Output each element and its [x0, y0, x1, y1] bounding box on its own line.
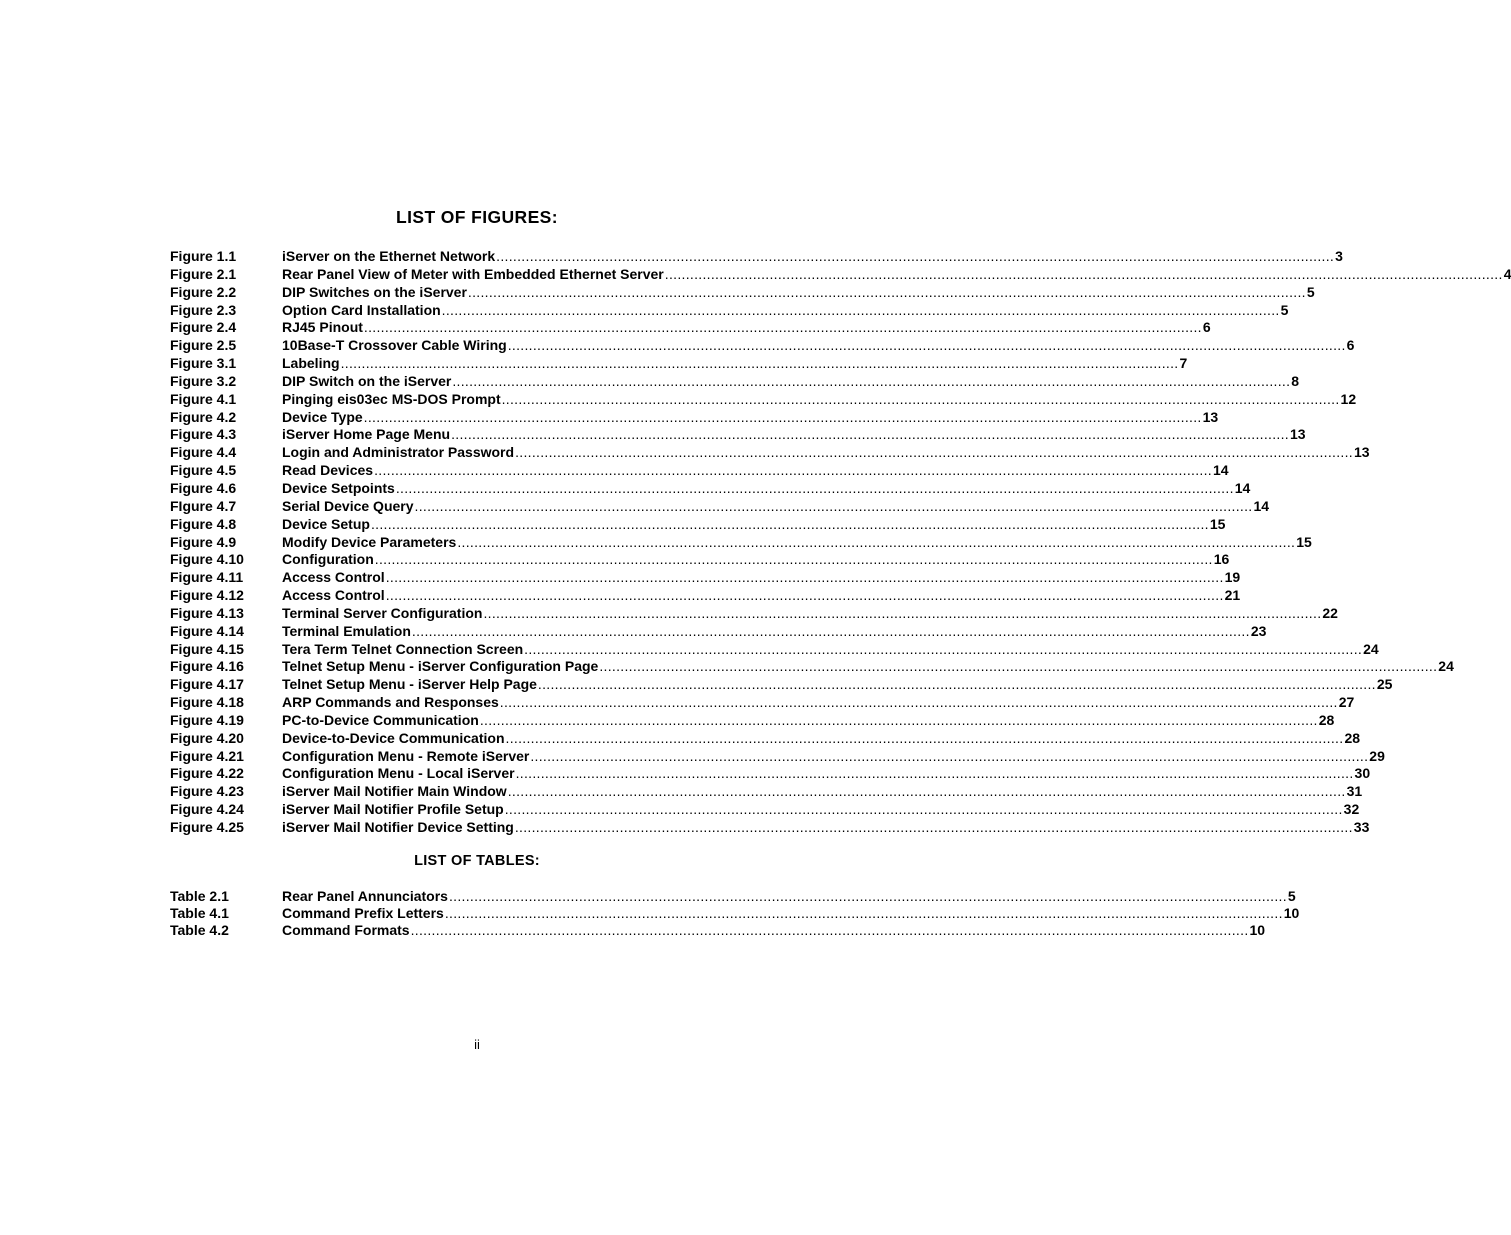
figure-entry-page-number: 5	[1306, 283, 1315, 300]
figure-entry-page-number: 21	[1224, 587, 1241, 604]
figure-entry-label: Figure 4.14	[170, 622, 244, 639]
figure-entry	[170, 372, 1300, 391]
dot-leader: ........................................................................................................................................................................................................	[340, 355, 1179, 372]
figure-entry-label: FIgure 4.7	[170, 497, 237, 514]
table-entry-label: Table 4.1	[170, 905, 229, 921]
figure-entry-label: Figure 4.19	[170, 711, 244, 728]
figure-entry-page-number: 13	[1290, 426, 1306, 443]
dot-leader: ........................................................................................................................................................................................................	[363, 408, 1202, 425]
page-number: ii	[474, 1037, 480, 1052]
dot-leader: ........................................................................................................................................................................................................	[537, 676, 1376, 693]
figure-entry-title: Configuration	[282, 551, 374, 568]
figure-entry-title: iServer on the Ethernet Network	[282, 248, 496, 264]
list-of-figures-heading: LIST OF FIGURES:	[396, 207, 558, 227]
figure-entry	[170, 301, 1289, 320]
figure-entry-title: Device-to-Device Communication	[282, 729, 505, 746]
dot-leader: ........................................................................................................................................................................................................	[524, 640, 1363, 657]
dot-leader: ........................................................................................................................................................................................................	[496, 248, 1335, 264]
figure-entry-page-number: 14	[1234, 479, 1251, 496]
table-entry-page-number: 5	[1287, 888, 1296, 904]
figure-entry	[170, 462, 1229, 480]
dot-leader: ........................................................................................................................................................................................................	[499, 694, 1338, 711]
dot-leader: ........................................................................................................................................................................................................	[507, 337, 1346, 354]
figure-entry-page-number: 4	[1503, 265, 1511, 282]
figure-entry-label: Figure 4.13	[170, 604, 244, 621]
figure-entry	[170, 497, 1270, 516]
figure-entry-label: Figure 4.12	[170, 587, 244, 604]
figure-entry	[170, 355, 1188, 373]
figure-entry-title: Device Setup	[282, 515, 370, 532]
figure-entry-label: Figure 4.1	[170, 390, 237, 407]
figure-entry-label: Figure 4.6	[170, 479, 237, 496]
figure-entry-title: Access Control	[282, 569, 385, 586]
figure-entry-title: iServer Mail Notifier Profile Setup	[282, 801, 504, 818]
figure-entry-page-number: 15	[1296, 533, 1312, 550]
dot-leader: ........................................................................................................................................................................................................	[374, 462, 1212, 479]
figure-entry	[170, 676, 1393, 694]
figure-entry-title: Telnet Setup Menu - iServer Configuration Page	[282, 658, 599, 675]
figure-entry-label: Figure 4.25	[170, 819, 244, 835]
figure-entry-title: Labeling	[282, 355, 340, 372]
figure-entry-label: Figure 1.1	[170, 248, 237, 264]
figure-entry-title: Terminal Server Configuration	[282, 604, 483, 621]
figure-entry	[170, 551, 1230, 569]
list-of-tables-heading: LIST OF TABLES:	[414, 853, 540, 869]
figure-entry	[170, 515, 1226, 534]
figure-entry-label: Figure 4.11	[170, 569, 244, 586]
figure-entry	[170, 622, 1267, 641]
dot-leader: ........................................................................................................................................................................................................	[515, 444, 1353, 461]
dot-leader: ........................................................................................................................................................................................................	[363, 319, 1202, 336]
dot-leader: ........................................................................................................................................................................................................	[410, 922, 1249, 938]
figure-entry-title: Pinging eis03ec MS-DOS Prompt	[282, 390, 501, 407]
table-entry-page-number: 10	[1249, 922, 1266, 938]
figure-entry-label: Figure 3.1	[170, 355, 237, 372]
figure-entry	[170, 783, 1363, 801]
figure-entry-page-number: 27	[1338, 694, 1355, 711]
figure-entry-title: iServer Mail Notifier Device Setting	[282, 819, 514, 835]
table-list	[170, 888, 1300, 938]
figure-entry-label: Figure 4.20	[170, 729, 244, 746]
figure-entry-title: PC-to-Device Communication	[282, 711, 479, 728]
figure-entry-page-number: 33	[1353, 819, 1370, 835]
figure-entry-page-number: 14	[1253, 497, 1270, 514]
figure-entry-page-number: 31	[1346, 783, 1363, 800]
figure-entry-page-number: 19	[1224, 569, 1241, 586]
figure-entry-page-number: 28	[1344, 729, 1361, 746]
figure-entry-label: Figure 4.17	[170, 676, 244, 693]
figure-entry-page-number: 13	[1202, 408, 1219, 425]
figure-entry-page-number: 3	[1335, 248, 1343, 264]
figure-entry-label: Figure 2.2	[170, 283, 237, 300]
figure-entry-label: Figure 4.3	[170, 426, 237, 443]
figure-entry	[170, 248, 1343, 266]
dot-leader: ........................................................................................................................................................................................................	[479, 711, 1318, 728]
figure-entry-label: Figure 4.16	[170, 658, 244, 675]
figure-entry-title: RJ45 Pinout	[282, 319, 363, 336]
figure-entry-label: Figure 2.1	[170, 265, 237, 282]
figure-entry-title: iServer Home Page Menu	[282, 426, 451, 443]
figure-entry-title: DIP Switches on the iServer	[282, 283, 467, 300]
figure-entry	[170, 479, 1251, 498]
figure-entry-label: Figure 4.23	[170, 783, 244, 800]
figure-entry-label: Figure 2.4	[170, 319, 237, 336]
dot-leader: ........................................................................................................................................................................................................	[452, 372, 1291, 389]
figure-entry	[170, 408, 1219, 427]
figure-entry-page-number: 14	[1213, 462, 1229, 479]
figure-entry-label: Figure 4.24	[170, 801, 244, 818]
figure-entry	[170, 747, 1385, 766]
figure-entry-label: Figure 4.4	[170, 444, 237, 461]
table-entry-title: Command Formats	[282, 922, 410, 938]
dot-leader: ........................................................................................................................................................................................................	[385, 587, 1224, 604]
figure-entry-label: Figure 4.18	[170, 694, 244, 711]
table-entry	[170, 888, 1296, 905]
figure-entry-title: Access Control	[282, 587, 385, 604]
dot-leader: ........................................................................................................................................................................................................	[395, 479, 1234, 496]
figure-entry-title: iServer Mail Notifier Main Window	[282, 783, 507, 800]
dot-leader: ........................................................................................................................................................................................................	[457, 533, 1296, 550]
figure-entry	[170, 604, 1338, 623]
dot-leader: ........................................................................................................................................................................................................	[374, 551, 1213, 568]
figure-entry	[170, 819, 1370, 837]
figure-entry-title: Rear Panel View of Meter with Embedded Ethernet Server	[282, 265, 664, 282]
figure-entry	[170, 729, 1361, 748]
figure-entry-page-number: 24	[1438, 658, 1454, 675]
figure-entry-label: Figure 2.5	[170, 337, 237, 354]
figure-entry-label: Figure 3.2	[170, 372, 237, 389]
figure-entry-page-number: 15	[1209, 515, 1226, 532]
table-entry-title: Command Prefix Letters	[282, 905, 444, 921]
figure-entry-title: 10Base-T Crossover Cable Wiring	[282, 337, 507, 354]
figure-entry-title: DIP Switch on the iServer	[282, 372, 452, 389]
figure-entry-label: Figure 4.15	[170, 640, 244, 657]
figure-entry	[170, 337, 1355, 355]
dot-leader: ........................................................................................................................................................................................................	[515, 765, 1354, 782]
figure-entry-page-number: 32	[1343, 801, 1360, 818]
figure-entry	[170, 533, 1312, 552]
figure-entry-page-number: 5	[1280, 301, 1289, 318]
figure-entry-title: Serial Device Query	[282, 497, 414, 514]
figure-entry-title: Terminal Emulation	[282, 622, 411, 639]
dot-leader: ........................................................................................................................................................................................................	[448, 888, 1287, 904]
figure-entry-title: Tera Term Telnet Connection Screen	[282, 640, 524, 657]
table-entry-label: Table 2.1	[170, 888, 229, 904]
figure-entry	[170, 265, 1511, 284]
figure-entry-page-number: 25	[1376, 676, 1393, 693]
figure-entry-label: Figure 2.3	[170, 301, 237, 318]
dot-leader: ........................................................................................................................................................................................................	[530, 747, 1369, 764]
figure-entry-title: Login and Administrator Password	[282, 444, 515, 461]
figure-entry-title: Modify Device Parameters	[282, 533, 457, 550]
dot-leader: ........................................................................................................................................................................................................	[483, 604, 1322, 621]
figure-entry-page-number: 6	[1202, 319, 1211, 336]
dot-leader: ........................................................................................................................................................................................................	[514, 819, 1353, 835]
table-entry	[170, 905, 1300, 922]
dot-leader: ........................................................................................................................................................................................................	[414, 497, 1253, 514]
figure-entry-title: ARP Commands and Responses	[282, 694, 499, 711]
figure-entry-page-number: 6	[1346, 337, 1355, 354]
figure-entry-label: Figure 4.5	[170, 462, 237, 479]
figure-entry	[170, 765, 1371, 783]
figure-entry-page-number: 22	[1322, 604, 1338, 621]
figure-entry-title: Device Setpoints	[282, 479, 395, 496]
dot-leader: ........................................................................................................................................................................................................	[505, 729, 1344, 746]
figure-entry-label: Figure 4.21	[170, 747, 244, 764]
dot-leader: ........................................................................................................................................................................................................	[411, 622, 1250, 639]
dot-leader: ........................................................................................................................................................................................................	[467, 283, 1306, 300]
figure-entry	[170, 283, 1315, 302]
table-entry-title: Rear Panel Annunciators	[282, 888, 448, 904]
figure-entry	[170, 426, 1306, 444]
figure-entry	[170, 658, 1454, 676]
figure-entry	[170, 711, 1335, 730]
figure-entry-page-number: 16	[1213, 551, 1230, 568]
dot-leader: ........................................................................................................................................................................................................	[385, 569, 1224, 586]
dot-leader: ........................................................................................................................................................................................................	[504, 801, 1343, 818]
dot-leader: ........................................................................................................................................................................................................	[441, 301, 1280, 318]
figure-entry	[170, 694, 1355, 712]
table-entry-page-number: 10	[1283, 905, 1300, 921]
figure-entry	[170, 390, 1357, 409]
figure-entry-label: Figure 4.9	[170, 533, 237, 550]
figure-entry-label: Figure 4.2	[170, 408, 237, 425]
figure-entry-title: Configuration Menu - Local iServer	[282, 765, 515, 782]
figure-entry-title: Read Devices	[282, 462, 374, 479]
figure-entry-page-number: 8	[1291, 372, 1300, 389]
figure-entry	[170, 444, 1370, 462]
figure-entry-title: Device Type	[282, 408, 363, 425]
figure-entry-page-number: 28	[1318, 711, 1335, 728]
figure-entry-page-number: 30	[1354, 765, 1371, 782]
figure-entry-page-number: 29	[1369, 747, 1385, 764]
figure-entry-page-number: 7	[1179, 355, 1188, 372]
dot-leader: ........................................................................................................................................................................................................	[507, 783, 1346, 800]
figure-entry-label: Figure 4.8	[170, 515, 237, 532]
figure-entry	[170, 801, 1360, 819]
dot-leader: ........................................................................................................................................................................................................	[451, 426, 1289, 443]
figure-entry	[170, 640, 1379, 659]
dot-leader: ........................................................................................................................................................................................................	[501, 390, 1340, 407]
figure-entry	[170, 569, 1241, 587]
figure-entry-title: Configuration Menu - Remote iServer	[282, 747, 530, 764]
figure-entry-page-number: 24	[1363, 640, 1379, 657]
dot-leader: ........................................................................................................................................................................................................	[664, 265, 1503, 282]
figure-entry-page-number: 12	[1340, 390, 1357, 407]
figure-entry-title: Telnet Setup Menu - iServer Help Page	[282, 676, 537, 693]
figure-entry-label: Figure 4.10	[170, 551, 244, 568]
dot-leader: ........................................................................................................................................................................................................	[599, 658, 1438, 675]
figure-entry-page-number: 13	[1354, 444, 1370, 461]
figure-entry	[170, 319, 1211, 337]
table-entry-label: Table 4.2	[170, 922, 229, 938]
figure-entry-title: Option Card Installation	[282, 301, 441, 318]
table-entry	[170, 922, 1266, 938]
dot-leader: ........................................................................................................................................................................................................	[370, 515, 1209, 532]
figure-entry	[170, 587, 1241, 605]
dot-leader: ........................................................................................................................................................................................................	[444, 905, 1283, 921]
figure-entry-page-number: 23	[1250, 622, 1267, 639]
figure-entry-label: Figure 4.22	[170, 765, 244, 782]
figure-list	[170, 248, 1511, 837]
